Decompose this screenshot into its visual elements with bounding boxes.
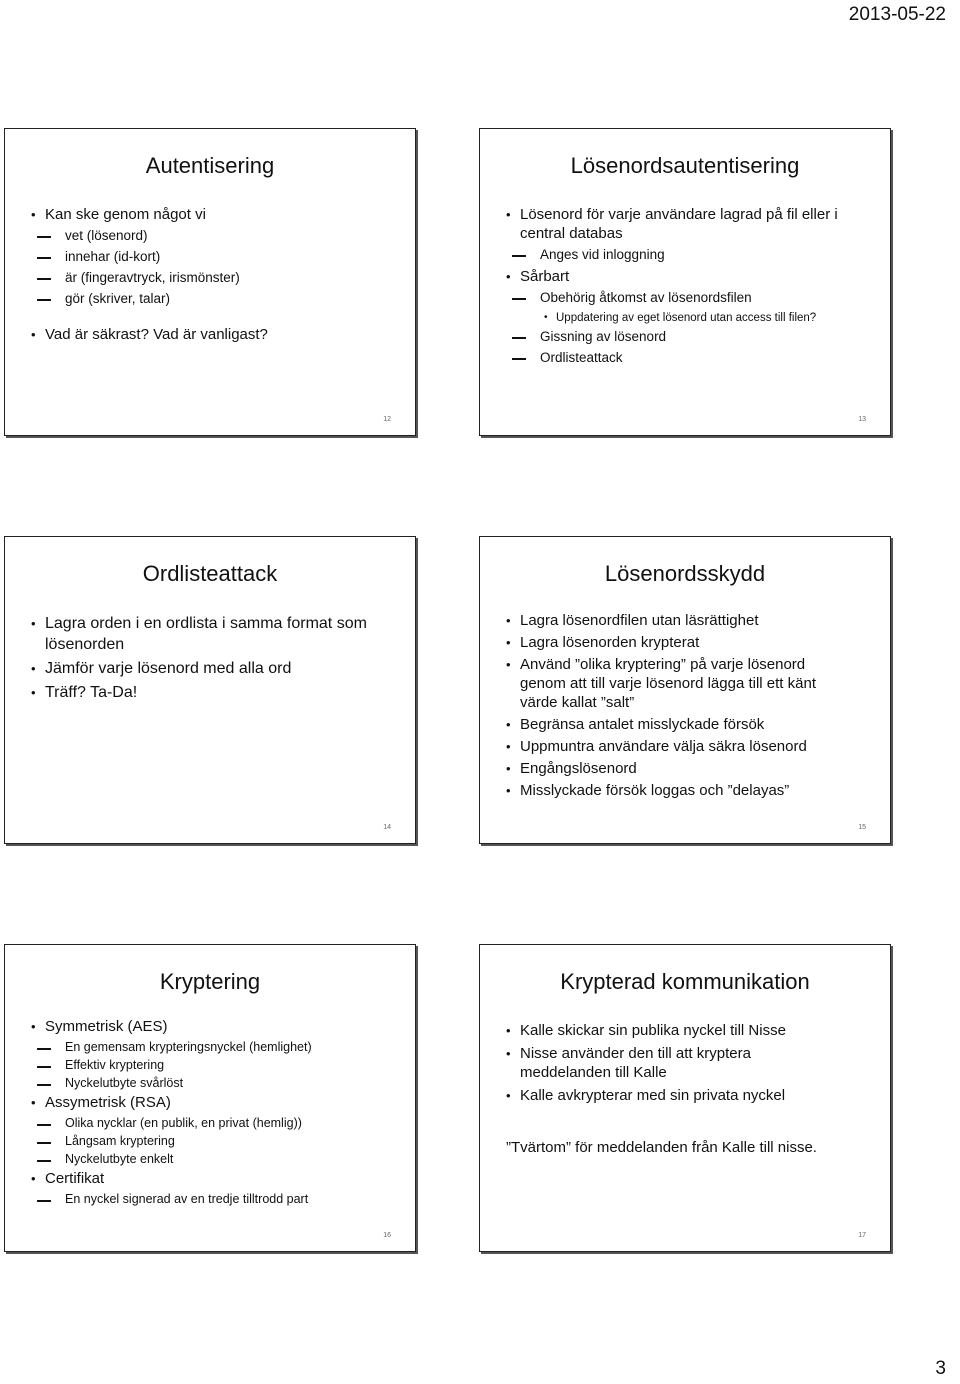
sub-bullet-item: vet (lösenord) xyxy=(31,227,401,245)
bullet-item: • Kan ske genom något vi xyxy=(31,205,401,224)
bullet-item: • Sårbart xyxy=(506,267,876,286)
sub-bullet-item: Ordlisteattack xyxy=(506,349,876,367)
bullet-item: • Jämför varje lösenord med alla ord xyxy=(31,658,401,679)
bullet-item: • Certifikat xyxy=(31,1169,401,1188)
slide-number: 13 xyxy=(858,416,866,423)
slide-ordlisteattack xyxy=(4,536,416,844)
slide-number: 16 xyxy=(383,1232,391,1239)
bullet-item: • Vad är säkrast? Vad är vanligast? xyxy=(31,325,401,344)
sub-bullet-item: Olika nycklar (en publik, en privat (hemlig)) xyxy=(31,1115,401,1131)
sub-bullet-item: Långsam kryptering xyxy=(31,1133,401,1149)
sub-bullet-item: Effektiv kryptering xyxy=(31,1057,401,1073)
bullet-item: • Nisse använder den till att kryptera meddelanden till Kalle xyxy=(506,1044,876,1082)
bullet-item: • Engångslösenord xyxy=(506,759,876,778)
slide-number: 14 xyxy=(383,824,391,831)
slide-losenordsautentisering xyxy=(479,128,891,436)
slide-title: Autentisering xyxy=(145,153,275,178)
page-number: 3 xyxy=(935,1358,946,1379)
slide-title: Ordlisteattack xyxy=(142,561,278,586)
sub-bullet-item: En gemensam krypteringsnyckel (hemlighet) xyxy=(31,1039,401,1055)
slide-kryptering xyxy=(4,944,416,1252)
bullet-item: • Symmetrisk (AES) xyxy=(31,1017,401,1036)
bullet-item: • Begränsa antalet misslyckade försök xyxy=(506,715,876,734)
bullet-item: • Kalle skickar sin publika nyckel till Nisse xyxy=(506,1021,876,1040)
bullet-item: • Lösenord för varje användare lagrad på fil eller i central databas xyxy=(506,205,876,243)
slide-autentisering xyxy=(4,128,416,436)
sub-bullet-item: Nyckelutbyte enkelt xyxy=(31,1151,401,1167)
bullet-item: • Använd ”olika kryptering” på varje lösenord genom att till varje lösenord lägga till ett känt värde kallat ”salt” xyxy=(506,655,876,712)
bullet-item: • Kalle avkrypterar med sin privata nyckel xyxy=(506,1086,876,1105)
sub-bullet-item: Anges vid inloggning xyxy=(506,246,876,264)
slide-title: Kryptering xyxy=(159,969,261,994)
slide-krypterad-kommunikation xyxy=(479,944,891,1252)
sub-bullet-item: Obehörig åtkomst av lösenordsfilen xyxy=(506,289,876,307)
bullet-item: • Uppmuntra användare välja säkra lösenord xyxy=(506,737,876,756)
sub-bullet-item: Gissning av lösenord xyxy=(506,328,876,346)
bullet-item: • Lagra orden i en ordlista i samma format som lösenorden xyxy=(31,613,401,655)
closing-statement: ”Tvärtom” för meddelanden från Kalle till nisse. xyxy=(506,1139,817,1156)
slide-number: 15 xyxy=(858,824,866,831)
bullet-item: • Misslyckade försök loggas och ”delayas” xyxy=(506,781,876,800)
sub-bullet-item: En nyckel signerad av en tredje tilltrodd part xyxy=(31,1191,401,1207)
slide-body xyxy=(31,613,401,706)
slide-body xyxy=(506,1021,876,1157)
sub-sub-bullet-item: • Uppdatering av eget lösenord utan access till filen? xyxy=(506,310,876,326)
sub-bullet-item: gör (skriver, talar) xyxy=(31,290,401,308)
slide-body xyxy=(31,1017,401,1209)
slide-title: Lösenordsskydd xyxy=(604,561,766,586)
sub-bullet-item: Nyckelutbyte svårlöst xyxy=(31,1075,401,1091)
sub-bullet-item: innehar (id-kort) xyxy=(31,248,401,266)
slide-title: Lösenordsautentisering xyxy=(570,153,800,178)
slide-body xyxy=(31,205,401,347)
slide-losenordsskydd xyxy=(479,536,891,844)
page-date: 2013-05-22 xyxy=(848,4,946,25)
slide-number: 17 xyxy=(858,1232,866,1239)
slide-title: Krypterad kommunikation xyxy=(560,969,810,994)
sub-bullet-item: är (fingeravtryck, irismönster) xyxy=(31,269,401,287)
slide-number: 12 xyxy=(383,416,391,423)
bullet-item: • Träff? Ta-Da! xyxy=(31,682,401,703)
bullet-item: • Lagra lösenorden krypterat xyxy=(506,633,876,652)
slide-body xyxy=(506,611,876,803)
bullet-item: • Assymetrisk (RSA) xyxy=(31,1093,401,1112)
bullet-item: • Lagra lösenordfilen utan läsrättighet xyxy=(506,611,876,630)
slide-body xyxy=(506,205,876,370)
